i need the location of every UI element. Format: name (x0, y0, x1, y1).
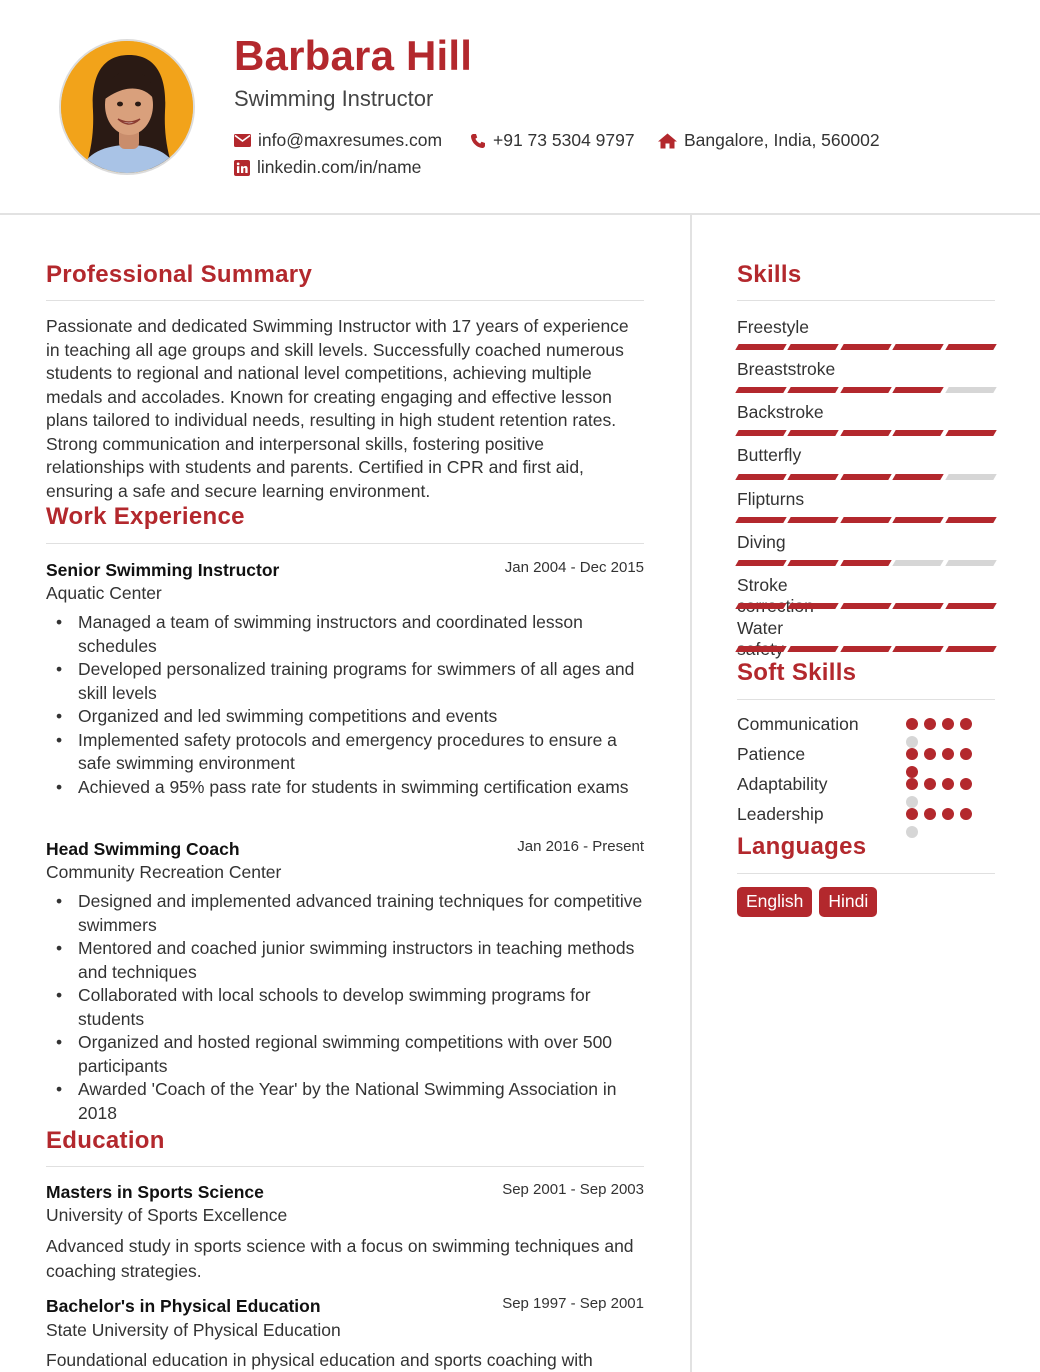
education-description: Advanced study in sports science with a focus on swimming techniques and coaching strategies. (46, 1236, 634, 1281)
rating-dot (942, 778, 954, 790)
skill-name: Water (737, 618, 784, 638)
education-description: Foundational education in physical education and sports coaching with (46, 1350, 593, 1370)
rating-dot (906, 766, 918, 778)
contact-location (658, 130, 880, 151)
summary-heading: Professional Summary (46, 261, 313, 288)
rating-dot (942, 748, 954, 760)
skill-meter-segment (788, 430, 840, 436)
job-bullet: • Designed and implemented advanced training techniques for competitive swimmers (78, 890, 648, 937)
degree-title: Masters in Sports Science (46, 1182, 264, 1202)
skill-meter-segment (788, 387, 840, 393)
avatar-illustration (61, 41, 195, 175)
job-bullet: • Implemented safety protocols and emergency procedures to ensure a safe swimming environment (78, 729, 648, 776)
skill-meter-segment (840, 344, 892, 350)
job-bullets (78, 890, 648, 1125)
rating-dot (960, 748, 972, 760)
skill-meter-segment (840, 646, 892, 652)
education-rule (46, 1166, 644, 1167)
skill-meter-segment (945, 560, 997, 566)
experience-rule (46, 543, 644, 544)
job-bullet: • Organized and led swimming competitions and events (78, 705, 648, 729)
soft-skill-name: Communication (737, 714, 859, 734)
rating-dot (906, 808, 918, 820)
skills-heading: Skills (737, 261, 802, 288)
job-date: Jan 2004 - Dec 2015 (504, 559, 644, 576)
skill-meter-segment (945, 646, 997, 652)
skill-meter-segment (735, 387, 787, 393)
skill-meter-segment (892, 474, 944, 480)
soft-skill-rating (906, 808, 981, 838)
skill-name: Diving (737, 532, 786, 552)
skill-meter (737, 646, 995, 652)
job-bullet: • Awarded 'Coach of the Year' by the National Swimming Association in 2018 (78, 1078, 648, 1125)
skill-meter-segment (788, 474, 840, 480)
contact-phone[interactable] (470, 130, 635, 151)
skill-meter-segment (840, 603, 892, 609)
soft-skill-rating (906, 748, 981, 778)
profile-photo (59, 39, 195, 175)
rating-dot (924, 778, 936, 790)
summary-text: Passionate and dedicated Swimming Instructor with 17 years of experience in teaching all age groups and skill levels. Successfully coached numerous students to regional and national level competitions, achieving multiple medals and accolades. Known for creating engaging and effective lesson plans tailored to individual needs, resulting in high student retention rates. Strong communication and interpersonal skills, fostering positive relationships with students and parents. Certified in CPR and first aid, ensuring a safe and secure learning environment. (46, 316, 629, 501)
rating-dot (924, 748, 936, 760)
rating-dot (960, 718, 972, 730)
skill-meter-segment (735, 560, 787, 566)
skill-meter-segment (892, 646, 944, 652)
languages-heading: Languages (737, 833, 867, 860)
soft-skill-name: Leadership (737, 804, 824, 824)
skill-name: Breaststroke (737, 359, 836, 379)
job-organization: Community Recreation Center (46, 862, 282, 882)
skill-meter-segment (735, 603, 787, 609)
rating-dot (906, 826, 918, 838)
skill-meter-segment (788, 517, 840, 523)
envelope-icon (234, 134, 251, 147)
soft-skill-name: Patience (737, 744, 806, 764)
rating-dot (906, 796, 918, 808)
job-bullet: • Organized and hosted regional swimming competitions with over 500 participants (78, 1031, 648, 1078)
linkedin-icon (234, 160, 250, 176)
skill-meter (737, 603, 995, 609)
education-date: Sep 1997 - Sep 2001 (502, 1295, 644, 1312)
job-bullet: • Collaborated with local schools to develop swimming programs for students (78, 984, 648, 1031)
skill-meter-segment (945, 603, 997, 609)
rating-dot (960, 808, 972, 820)
skill-meter-segment (840, 517, 892, 523)
skill-meter (737, 387, 995, 393)
skill-meter-segment (892, 430, 944, 436)
phone-icon (470, 133, 486, 149)
contact-email[interactable] (234, 130, 442, 151)
language-tag: English (737, 887, 812, 917)
skill-meter (737, 517, 995, 523)
skill-meter-segment (788, 646, 840, 652)
job-organization: Aquatic Center (46, 583, 162, 603)
rating-dot (924, 808, 936, 820)
experience-heading: Work Experience (46, 503, 245, 530)
skill-meter-segment (735, 517, 787, 523)
job-title: Senior Swimming Instructor (46, 560, 280, 580)
rating-dot (906, 748, 918, 760)
skill-name: Flipturns (737, 489, 805, 509)
skill-meter-segment (945, 430, 997, 436)
email-text: info@maxresumes.com (258, 130, 443, 150)
phone-text: +91 73 5304 9797 (493, 130, 635, 150)
rating-dot (906, 736, 918, 748)
languages-rule (737, 873, 995, 874)
home-icon (658, 133, 677, 149)
soft-skill-rating (906, 778, 981, 808)
language-tag: Hindi (819, 887, 877, 917)
rating-dot (960, 778, 972, 790)
skill-meter-segment (840, 387, 892, 393)
school-name: University of Sports Excellence (46, 1205, 288, 1225)
skill-meter-segment (788, 344, 840, 350)
skill-meter (737, 344, 995, 350)
skill-meter-segment (892, 560, 944, 566)
resume-header (0, 0, 1040, 215)
job-bullets (78, 611, 648, 799)
contact-linkedin[interactable] (234, 157, 421, 178)
linkedin-text: linkedin.com/in/name (257, 157, 422, 177)
column-divider (690, 215, 692, 1372)
education-date: Sep 2001 - Sep 2003 (502, 1181, 644, 1198)
skills-rule (737, 300, 995, 301)
skill-meter-segment (840, 474, 892, 480)
rating-dot (942, 808, 954, 820)
soft-skill-name: Adaptability (737, 774, 828, 794)
skill-meter-segment (735, 646, 787, 652)
skill-meter-segment (735, 474, 787, 480)
skill-name: Freestyle (737, 317, 809, 337)
job-bullet: • Achieved a 95% pass rate for students in swimming certification exams (78, 776, 648, 800)
skill-meter-segment (945, 474, 997, 480)
skill-meter-segment (788, 560, 840, 566)
job-date: Jan 2016 - Present (517, 838, 644, 855)
soft-skill-rating (906, 718, 981, 748)
skill-meter-segment (945, 344, 997, 350)
skill-name: Butterfly (737, 445, 802, 465)
soft-skills-rule (737, 699, 995, 700)
skill-meter-segment (892, 344, 944, 350)
education-heading: Education (46, 1127, 165, 1154)
rating-dot (906, 778, 918, 790)
skill-meter-segment (892, 517, 944, 523)
language-tags (737, 887, 877, 917)
skill-meter-segment (892, 603, 944, 609)
location-text: Bangalore, India, 560002 (684, 130, 880, 150)
rating-dot (924, 718, 936, 730)
job-title: Head Swimming Coach (46, 839, 240, 859)
skill-meter-segment (945, 387, 997, 393)
skill-meter-segment (840, 560, 892, 566)
candidate-title: Swimming Instructor (234, 86, 434, 111)
summary-rule (46, 300, 644, 301)
school-name: State University of Physical Education (46, 1320, 341, 1340)
rating-dot (942, 718, 954, 730)
skill-meter-segment (788, 603, 840, 609)
skill-meter (737, 560, 995, 566)
rating-dot (906, 718, 918, 730)
skill-meter-segment (892, 387, 944, 393)
job-bullet: • Managed a team of swimming instructors and coordinated lesson schedules (78, 611, 648, 658)
skill-name: Backstroke (737, 402, 824, 422)
skill-meter-segment (945, 517, 997, 523)
job-bullet: • Mentored and coached junior swimming instructors in teaching methods and techniques (78, 937, 648, 984)
skill-name: Stroke (737, 575, 788, 595)
skill-meter-segment (735, 430, 787, 436)
job-bullet: • Developed personalized training programs for swimmers of all ages and skill levels (78, 658, 648, 705)
skill-meter (737, 474, 995, 480)
candidate-name: Barbara Hill (234, 32, 473, 79)
skill-meter (737, 430, 995, 436)
skill-meter-segment (840, 430, 892, 436)
soft-skills-heading: Soft Skills (737, 659, 857, 686)
degree-title: Bachelor's in Physical Education (46, 1296, 321, 1316)
skill-meter-segment (735, 344, 787, 350)
